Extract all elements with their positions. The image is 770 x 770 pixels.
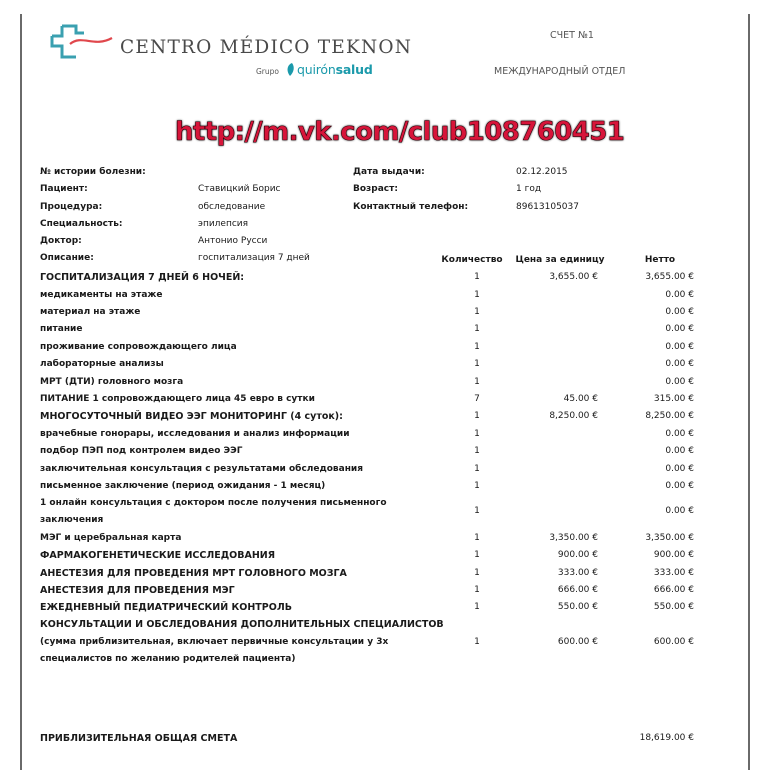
doctor-value: Антонио Русси <box>198 236 268 246</box>
watermark-url: http://m.vk.com/club108760451 <box>175 117 625 147</box>
item-name: материал на этаже <box>40 307 141 317</box>
item-qty: 1 <box>474 464 480 474</box>
item-qty: 1 <box>474 324 480 334</box>
column-header-net: Нетто <box>644 255 676 265</box>
item-net: 333.00 € <box>653 568 694 578</box>
item-name: подбор ПЭП под контролем видео ЭЭГ <box>40 446 243 456</box>
item-price: 666.00 € <box>557 585 598 595</box>
item-net: 0.00 € <box>665 290 694 300</box>
total-label: ПРИБЛИЗИТЕЛЬНАЯ ОБЩАЯ СМЕТА <box>40 733 238 744</box>
item-qty: 1 <box>474 568 480 578</box>
column-header-unit-price: Цена за единицу <box>515 255 605 265</box>
item-qty: 1 <box>474 506 480 516</box>
procedure-value: обследование <box>198 202 266 212</box>
item-name: лабораторные анализы <box>40 359 164 369</box>
item-qty: 1 <box>474 533 480 543</box>
item-price: 8,250.00 € <box>549 411 598 421</box>
item-qty: 1 <box>474 377 480 387</box>
group-brand <box>297 62 373 77</box>
phone-label: Контактный телефон: <box>353 202 469 212</box>
item-qty: 1 <box>474 307 480 317</box>
item-name: проживание сопровождающего лица <box>40 342 237 352</box>
description-value: госпитализация 7 дней <box>198 253 310 263</box>
item-net: 8,250.00 € <box>645 411 694 421</box>
item-net: 0.00 € <box>665 359 694 369</box>
item-net: 0.00 € <box>665 481 694 491</box>
issue-date-value: 02.12.2015 <box>516 167 568 177</box>
group-brand-part-b: salud <box>335 62 373 77</box>
age-label: Возраст: <box>353 184 398 194</box>
doctor-label: Доктор: <box>40 236 82 246</box>
item-price: 333.00 € <box>557 568 598 578</box>
teknon-logo-icon <box>50 24 114 60</box>
item-name: МРТ (ДТИ) головного мозга <box>40 377 184 387</box>
item-qty: 7 <box>474 394 480 404</box>
item-price: 3,350.00 € <box>549 533 598 543</box>
item-name: 1 онлайн консультация с доктором после получения письменного <box>40 498 387 508</box>
item-name: медикаменты на этаже <box>40 290 163 300</box>
item-qty: 1 <box>474 446 480 456</box>
item-qty: 1 <box>474 637 480 647</box>
item-qty: 1 <box>474 429 480 439</box>
item-name-continued: (сумма приблизительная, включает первичные консультации у 3х <box>40 637 389 647</box>
procedure-label: Процедура: <box>40 202 103 212</box>
item-price: 900.00 € <box>557 550 598 560</box>
item-qty: 1 <box>474 342 480 352</box>
specialty-value: эпилепсия <box>198 219 249 229</box>
item-name-continued: специалистов по желанию родителей пациента) <box>40 654 296 664</box>
item-net: 0.00 € <box>665 429 694 439</box>
item-net: 0.00 € <box>665 307 694 317</box>
phone-value: 89613105037 <box>516 202 579 212</box>
item-qty: 1 <box>474 550 480 560</box>
item-name: МНОГОСУТОЧНЫЙ ВИДЕО ЭЭГ МОНИТОРИНГ (4 суток): <box>40 411 343 422</box>
item-qty: 1 <box>474 585 480 595</box>
item-name: питание <box>40 324 83 334</box>
group-label: Grupo <box>256 67 279 76</box>
brand-name: CENTRO MÉDICO TEKNON <box>120 37 413 58</box>
column-header-qty: Количество <box>441 255 503 265</box>
history-label: № истории болезни: <box>40 167 146 177</box>
item-net: 666.00 € <box>653 585 694 595</box>
item-name: АНЕСТЕЗИЯ ДЛЯ ПРОВЕДЕНИЯ МРТ ГОЛОВНОГО МОЗГА <box>40 568 347 579</box>
item-name: врачебные гонорары, исследования и анализ информации <box>40 429 350 439</box>
item-qty: 1 <box>474 272 480 282</box>
item-price: 550.00 € <box>557 602 598 612</box>
item-net: 315.00 € <box>653 394 694 404</box>
item-qty: 1 <box>474 481 480 491</box>
item-net: 0.00 € <box>665 446 694 456</box>
item-qty: 1 <box>474 290 480 300</box>
item-name: письменное заключение (период ожидания - 1 месяц) <box>40 481 326 491</box>
patient-label: Пациент: <box>40 184 88 194</box>
item-net: 550.00 € <box>653 602 694 612</box>
department: МЕЖДУНАРОДНЫЙ ОТДЕЛ <box>494 66 626 77</box>
item-price: 45.00 € <box>563 394 598 404</box>
item-name: ФАРМАКОГЕНЕТИЧЕСКИЕ ИССЛЕДОВАНИЯ <box>40 550 276 561</box>
item-name: КОНСУЛЬТАЦИИ И ОБСЛЕДОВАНИЯ ДОПОЛНИТЕЛЬНЫХ СПЕЦИАЛИСТОВ <box>40 619 444 630</box>
quiron-leaf-icon <box>285 62 297 77</box>
item-price: 3,655.00 € <box>549 272 598 282</box>
item-net: 900.00 € <box>653 550 694 560</box>
item-net: 0.00 € <box>665 324 694 334</box>
item-net: 3,655.00 € <box>645 272 694 282</box>
item-qty: 1 <box>474 602 480 612</box>
item-net: 0.00 € <box>665 342 694 352</box>
item-name: ГОСПИТАЛИЗАЦИЯ 7 ДНЕЙ 6 НОЧЕЙ: <box>40 272 245 283</box>
item-qty: 1 <box>474 359 480 369</box>
item-name: МЭГ и церебральная карта <box>40 533 182 543</box>
item-price: 600.00 € <box>557 637 598 647</box>
item-net: 0.00 € <box>665 506 694 516</box>
item-net: 3,350.00 € <box>645 533 694 543</box>
page-border-right <box>748 14 750 770</box>
item-name: АНЕСТЕЗИЯ ДЛЯ ПРОВЕДЕНИЯ МЭГ <box>40 585 235 596</box>
item-name: ЕЖЕДНЕВНЫЙ ПЕДИАТРИЧЕСКИЙ КОНТРОЛЬ <box>40 602 292 613</box>
age-value: 1 год <box>516 184 542 194</box>
item-net: 0.00 € <box>665 464 694 474</box>
patient-value: Ставицкий Борис <box>198 184 281 194</box>
description-label: Описание: <box>40 253 94 263</box>
invoice-number: СЧЕТ №1 <box>550 30 594 41</box>
issue-date-label: Дата выдачи: <box>353 167 425 177</box>
group-brand-part-a: quirón <box>297 62 336 77</box>
page-border-left <box>20 14 22 770</box>
specialty-label: Специальность: <box>40 219 123 229</box>
item-net: 0.00 € <box>665 377 694 387</box>
item-net: 600.00 € <box>653 637 694 647</box>
item-name: ПИТАНИЕ 1 сопровождающего лица 45 евро в сутки <box>40 394 315 404</box>
total-value: 18,619.00 € <box>639 733 694 743</box>
item-qty: 1 <box>474 411 480 421</box>
item-name-continued: заключения <box>40 515 104 525</box>
item-name: заключительная консультация с результатами обследования <box>40 464 364 474</box>
